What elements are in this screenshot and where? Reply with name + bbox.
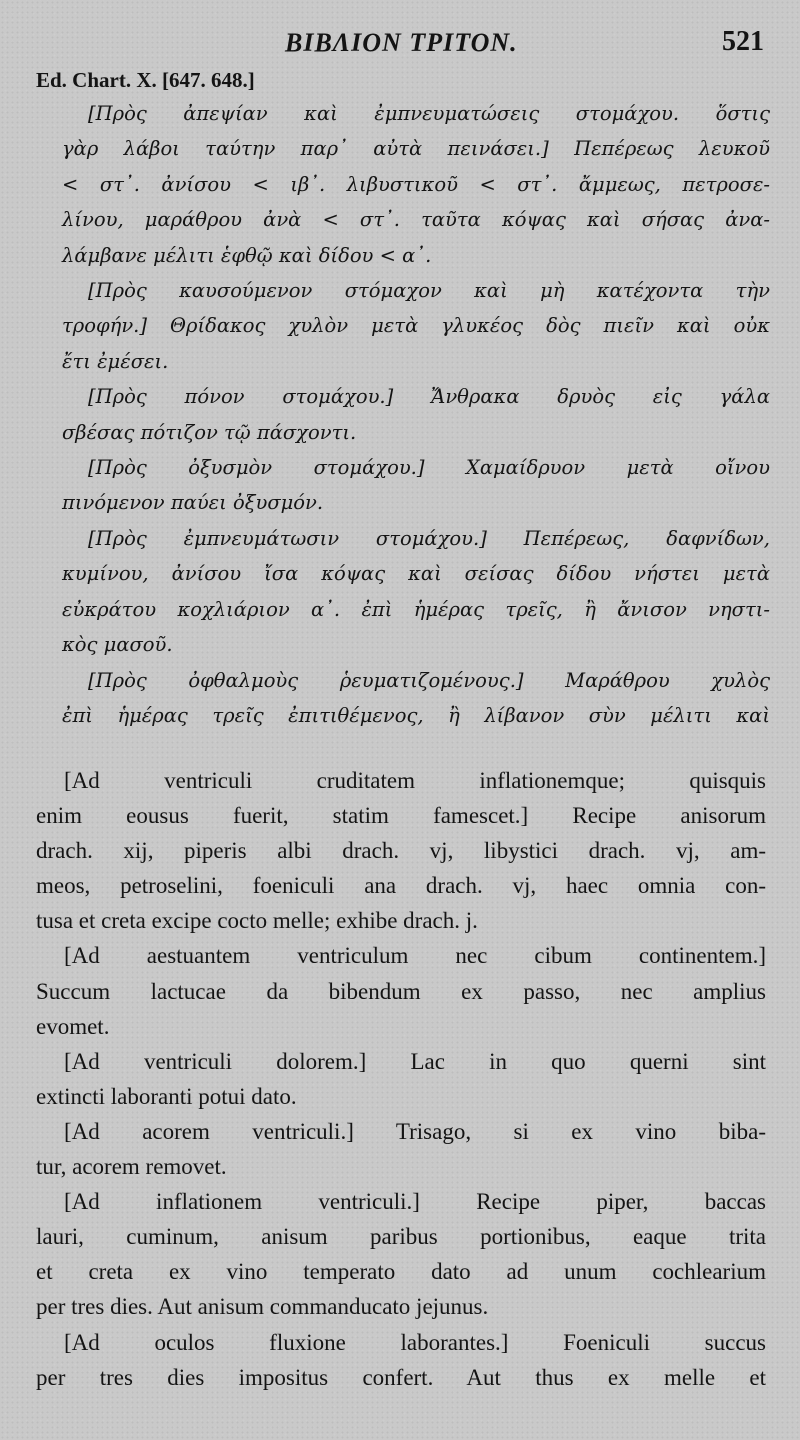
greek-line: [Πρὸς καυσούμενον στόμαχον καὶ μὴ κατέχοντα τὴν <box>88 279 770 303</box>
latin-line: [Ad ventriculi cruditatem inflationemque; quisquis <box>64 768 766 793</box>
latin-line: Succum lactucae da bibendum ex passo, nec amplius <box>36 978 766 1004</box>
latin-line: meos, petroselini, foeniculi ana drach. vj, haec omnia con- <box>36 873 766 899</box>
greek-line: τροφήν.] Θρίδακος χυλὸν μετὰ γλυκέος δὸς πιεῖν καὶ οὐκ <box>62 314 770 338</box>
greek-line: σβέσας πότιζον τῷ πάσχοντι. <box>62 420 357 444</box>
greek-line: [Πρὸς ἐμπνευμάτωσιν στομάχου.] Πεπέρεως, δαφνίδων, <box>88 526 770 550</box>
greek-line: λίνου, μαράθρου ἀνὰ < στ᾽. ταῦτα κόψας καὶ σήσας ἀνα- <box>62 208 770 232</box>
greek-line: [Πρὸς πόνον στομάχου.] Ἄνθρακα δρυὸς εἰς γάλα <box>88 385 770 409</box>
latin-line: [Ad oculos fluxione laborantes.] Foeniculi succus <box>64 1329 766 1355</box>
latin-line: evomet. <box>36 1013 110 1039</box>
latin-line: tusa et creta excipe cocto melle; exhibe drach. j. <box>36 908 478 934</box>
greek-line: λάμβανε μέλιτι ἑφθῷ καὶ δίδου < α᾽. <box>62 243 432 267</box>
edition-reference: Ed. Chart. X. [647. 648.] <box>36 68 255 92</box>
greek-line: [Πρὸς ὀφθαλμοὺς ῥευματιζομένους.] Μαράθρου χυλὸς <box>88 668 770 692</box>
greek-line: [Πρὸς ἀπεψίαν καὶ ἐμπνευματώσεις στομάχου. ὅστις <box>88 102 770 125</box>
page-header <box>0 28 800 62</box>
running-title: ΒΙΒΛΙΟΝ ΤΡΙΤΟΝ. <box>285 28 518 57</box>
latin-line: [Ad inflationem ventriculi.] Recipe piper, baccas <box>64 1189 766 1215</box>
latin-line: [Ad acorem ventriculi.] Trisago, si ex vino biba- <box>64 1118 766 1144</box>
greek-line: κυμίνου, ἀνίσου ἴσα κόψας καὶ σείσας δίδου νήστει μετὰ <box>62 562 770 586</box>
greek-line: εὐκράτου κοχλιάριον α᾽. ἐπὶ ἡμέρας τρεῖς, ἢ ἄνισον νηστι- <box>62 597 770 621</box>
greek-text-block <box>62 96 770 733</box>
greek-line: [Πρὸς ὀξυσμὸν στομάχου.] Χαμαίδρυον μετὰ οἴνου <box>88 456 770 480</box>
greek-line: ἔτι ἐμέσει. <box>62 349 169 373</box>
latin-line: extincti laboranti potui dato. <box>36 1083 297 1109</box>
latin-text-block <box>36 763 766 1395</box>
latin-line: enim eousus fuerit, statim famescet.] Recipe anisorum <box>36 803 766 829</box>
greek-line: γὰρ λάβοι ταύτην παρ᾽ αὐτὰ πεινάσει.] Πεπέρεως λευκοῦ <box>62 137 770 161</box>
latin-line: drach. xij, piperis albi drach. vj, libystici drach. vj, am- <box>36 838 766 864</box>
greek-line: < στ᾽. ἀνίσου < ιβ᾽. λιβυστικοῦ < στ᾽. ἄμμεως, πετροσε- <box>62 172 770 196</box>
latin-line: [Ad aestuantem ventriculum nec cibum continentem.] <box>64 943 766 969</box>
latin-line: lauri, cuminum, anisum paribus portionibus, eaque trita <box>36 1224 766 1250</box>
latin-line: [Ad ventriculi dolorem.] Lac in quo querni sint <box>64 1048 766 1074</box>
greek-line: κὸς μασοῦ. <box>62 633 173 657</box>
page-number: 521 <box>722 26 764 57</box>
greek-line: πινόμενον παύει ὀξυσμόν. <box>62 491 324 515</box>
latin-line: per tres dies. Aut anisum commanducato jejunus. <box>36 1294 489 1320</box>
latin-line: et creta ex vino temperato dato ad unum cochlearium <box>36 1259 766 1285</box>
latin-line: per tres dies impositus confert. Aut thus ex melle et <box>36 1364 766 1390</box>
greek-line: ἐπὶ ἡμέρας τρεῖς ἐπιτιθέμενος, ἢ λίβανον σὺν μέλιτι καὶ <box>62 703 770 727</box>
latin-line: tur, acorem removet. <box>36 1154 227 1180</box>
